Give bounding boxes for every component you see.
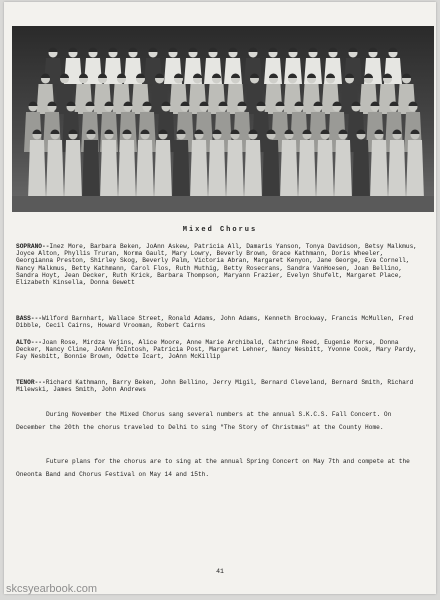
chorus-photo <box>12 26 434 212</box>
soprano-section <box>16 243 424 286</box>
paragraph-1-text: During November the Mixed Chorus sang several numbers at the annual S.K.C.S. Fall Concert. On December the 20th the chorus traveled to Delhi to sing "The Story of Christmas" at the County Home. <box>16 411 392 431</box>
page-number: 41 <box>216 568 224 575</box>
bass-section <box>16 315 424 329</box>
bass-names: Wilford Barnhart, Wallace Street, Ronald Adams, John Adams, Kenneth Brockway, Francis McMullen, Fred Dibble, Cecil Cairns, Howard Vrooman, Robert Cairns <box>16 315 414 330</box>
watermark-text: skcsyearbook.com <box>6 583 98 595</box>
section-heading: Mixed Chorus <box>182 226 258 234</box>
paragraph-2-text: Future plans for the chorus are to sing at the annual Spring Concert on May 7th and compete at the Oneonta Band and Chorus Festival on May 14 and 15th. <box>16 458 410 478</box>
alto-names: Joan Rose, Mirdza Vejins, Alice Moore, Anne Marie Archibald, Cathrine Reed, Eugenie Morse, Donna Decker, Nancy Cline, JoAnn McIntosh, Patricia Post, Margaret Lehner, Nancy Nesbitt, Yvonne Cook, Mary Pardy, Fay Nesbitt, Bonnie Brown, Odette Icart, JoAnn McKillip <box>16 339 418 361</box>
chorus-photo-illustration <box>12 26 434 212</box>
paragraph-fall-concert <box>16 409 424 434</box>
soprano-names: Inez More, Barbara Beken, JoAnn Askew, Patricia All, Damaris Yanson, Tonya Davidson, Betsy Malkmus, Joyce Alton, Phyllis Truran, Norma Gault, Mary Lowry, Beverly Brown, Grace Kathmann, Doris Wheeler, Georgianna Preston, Shirley Skog, Beverly Palm, Victoria Abran, Margaret Kenyon, Jane George, Eva Cornell, Nancy Malkmus, Betty Kathmann, Carol Flos, Ruth Muthig, Betty Rosecrans, Sandra VanHoesen, Joan Bellino, Sandra Hoyt, Jean Decker, Ruth Krick, Barbara Thompson, Maryann Frazier, Evelyn Shufelt, Margaret Place, Elizabeth Kinsella, Donna Gewett <box>16 243 418 287</box>
alto-label: ALTO--- <box>16 339 42 346</box>
soprano-label: SOPRANO-- <box>16 243 50 250</box>
alto-section <box>16 339 424 361</box>
tenor-section <box>16 379 424 393</box>
bass-label: BASS--- <box>16 315 42 322</box>
tenor-label: TENOR--- <box>16 379 46 386</box>
yearbook-page <box>4 2 436 594</box>
tenor-names: Richard Kathmann, Barry Beken, John Bellino, Jerry Migil, Bernard Cleveland, Bernard Smith, Richard Milewski, James Smith, John Andrews <box>16 379 414 394</box>
paragraph-future-plans <box>16 456 424 481</box>
